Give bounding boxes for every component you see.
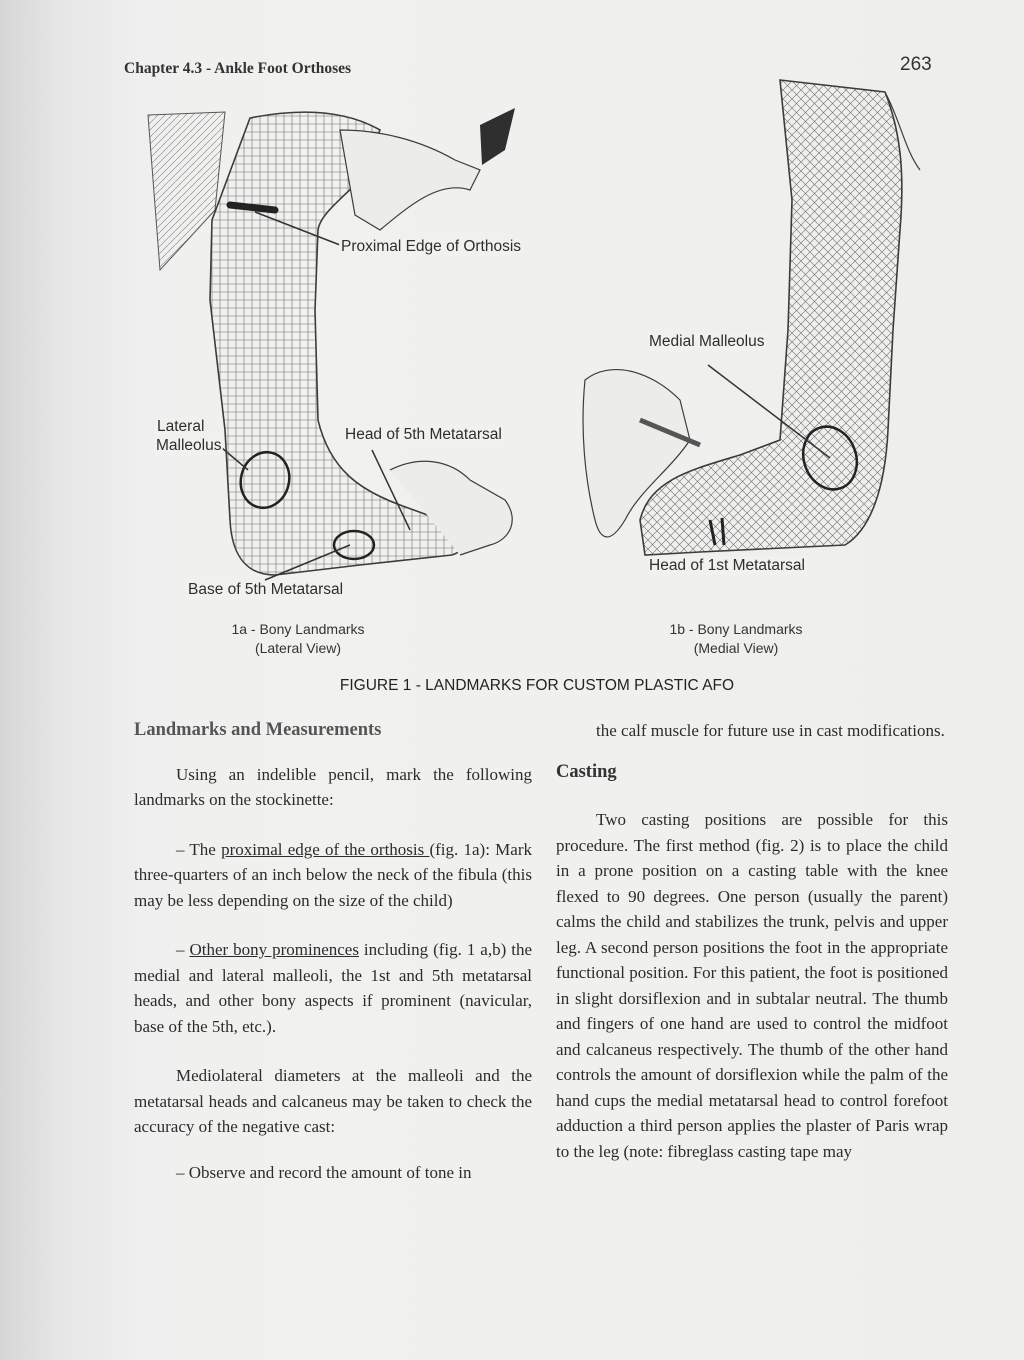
label-lateral: Lateral	[157, 418, 205, 435]
bony-prominences-term: Other bony prominences	[189, 940, 359, 959]
label-proximal-edge: Proximal Edge of Orthosis	[341, 238, 522, 255]
chapter-header: Chapter 4.3 - Ankle Foot Orthoses	[124, 60, 352, 77]
paragraph-casting: Two casting positions are possible for this procedure. The first method (fig. 2) is to place the child in a prone position on a casting table with the knee flexed to 90 degrees. One person (usually the parent) calms the child and stabilizes the trunk, pelvis and upper leg. A second person positions the foot in the appropriate functional position. For this patient, the foot is positioned in slight dorsiflexion and in subtalar neutral. The thumb and fingers of one hand are used to control the midfoot and calcaneus respectively. The thumb of the other hand controls the amount of dorsiflexion while the palm of the hand cups the medial metatarsal head to control forefoot adduction a third person applies the plaster of Paris wrap to the leg (note: fibreglass casting tape may	[556, 810, 948, 1161]
item-bony-prominences: – Other bony prominences including (fig. 1 a,b) the medial and lateral malleoli, the 1st and 5th metatarsal heads, and other bony aspects if prominent (navicular, base of the 5th, etc.).	[134, 940, 532, 1036]
right-column	[556, 718, 948, 1164]
left-column	[134, 718, 532, 1185]
caption-1b-line2: (Medial View)	[693, 640, 779, 656]
item-observe-tone: – Observe and record the amount of tone in	[176, 1162, 472, 1182]
caption-1a-line2: (Lateral View)	[254, 640, 342, 656]
section-heading-landmarks: Landmarks and Measurements	[134, 720, 382, 740]
label-head-1st-metatarsal: Head of 1st Metatarsal	[649, 557, 805, 574]
paragraph-calf-continued: the calf muscle for future use in cast modifications.	[596, 721, 945, 740]
caption-1b	[636, 620, 836, 658]
lateral-view-drawing	[148, 108, 515, 580]
proximal-edge-term: proximal edge of the orthosis	[221, 839, 430, 859]
caption-1b-line1: 1b - Bony Landmarks	[669, 621, 803, 637]
medial-view-drawing	[583, 80, 920, 555]
item-proximal-edge: – The proximal edge of the orthosis (fig. 1a): Mark three-quarters of an inch below the neck of the fibula (this may be less depending on the size of the child)	[134, 839, 532, 910]
label-malleolus: Malleolus	[156, 437, 222, 454]
paragraph-mediolateral: Mediolateral diameters at the malleoli and the metatarsal heads and calcaneus may be taken to check the accuracy of the negative cast:	[134, 1066, 532, 1136]
figure-title: FIGURE 1 - LANDMARKS FOR CUSTOM PLASTIC AFO	[339, 677, 735, 694]
paragraph-landmarks-intro: Using an indelible pencil, mark the following landmarks on the stockinette:	[134, 764, 532, 809]
label-head-5th-metatarsal: Head of 5th Metatarsal	[345, 426, 502, 443]
caption-1a-line1: 1a - Bony Landmarks	[231, 621, 365, 637]
page-number: 263	[900, 54, 932, 75]
label-base-5th-metatarsal: Base of 5th Metatarsal	[188, 581, 344, 598]
caption-1a	[198, 620, 398, 658]
section-heading-casting: Casting	[556, 761, 617, 782]
label-medial-malleolus: Medial Malleolus	[649, 333, 765, 350]
